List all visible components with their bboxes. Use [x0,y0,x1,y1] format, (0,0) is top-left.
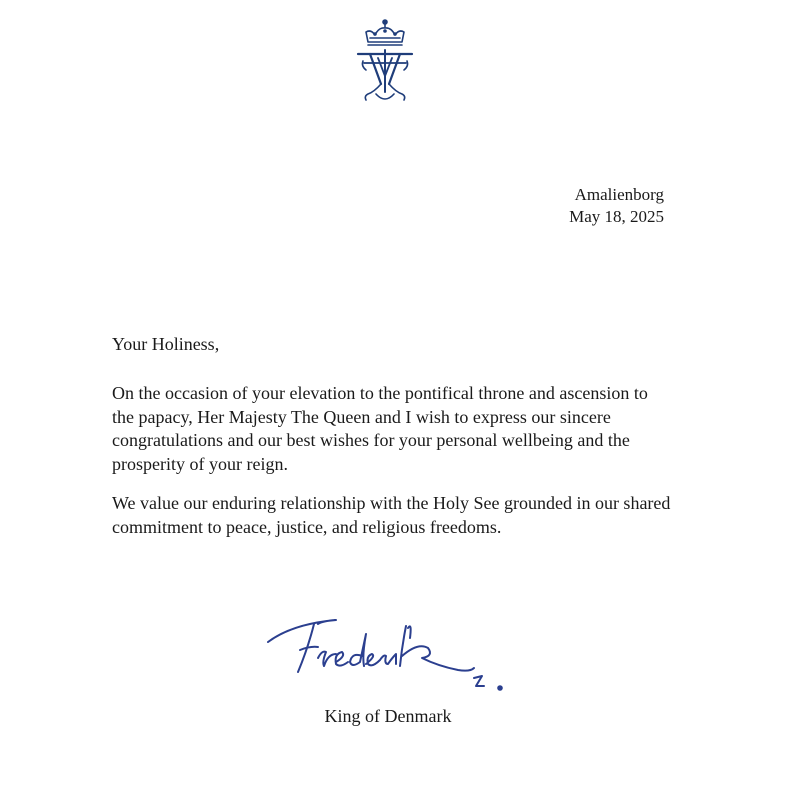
royal-monogram-icon [352,18,418,104]
letter-date: May 18, 2025 [569,207,664,226]
signatory-title: King of Denmark [324,706,452,726]
letter-place: Amalienborg [574,185,664,204]
salutation: Your Holiness, [112,334,220,354]
letter-body [112,382,672,555]
place-date-block [569,184,664,228]
body-paragraph: On the occasion of your elevation to the pontifical throne and ascension to the papacy, Her Majesty The Queen and I wish to express our sincere congratulations and our best wishes for your personal wellbeing and the prosperity of your reign. [112,383,648,474]
body-paragraph: We value our enduring relationship with the Holy See grounded in our shared commitment to peace, justice, and religious freedoms. [112,493,671,537]
handwritten-signature [262,612,512,696]
